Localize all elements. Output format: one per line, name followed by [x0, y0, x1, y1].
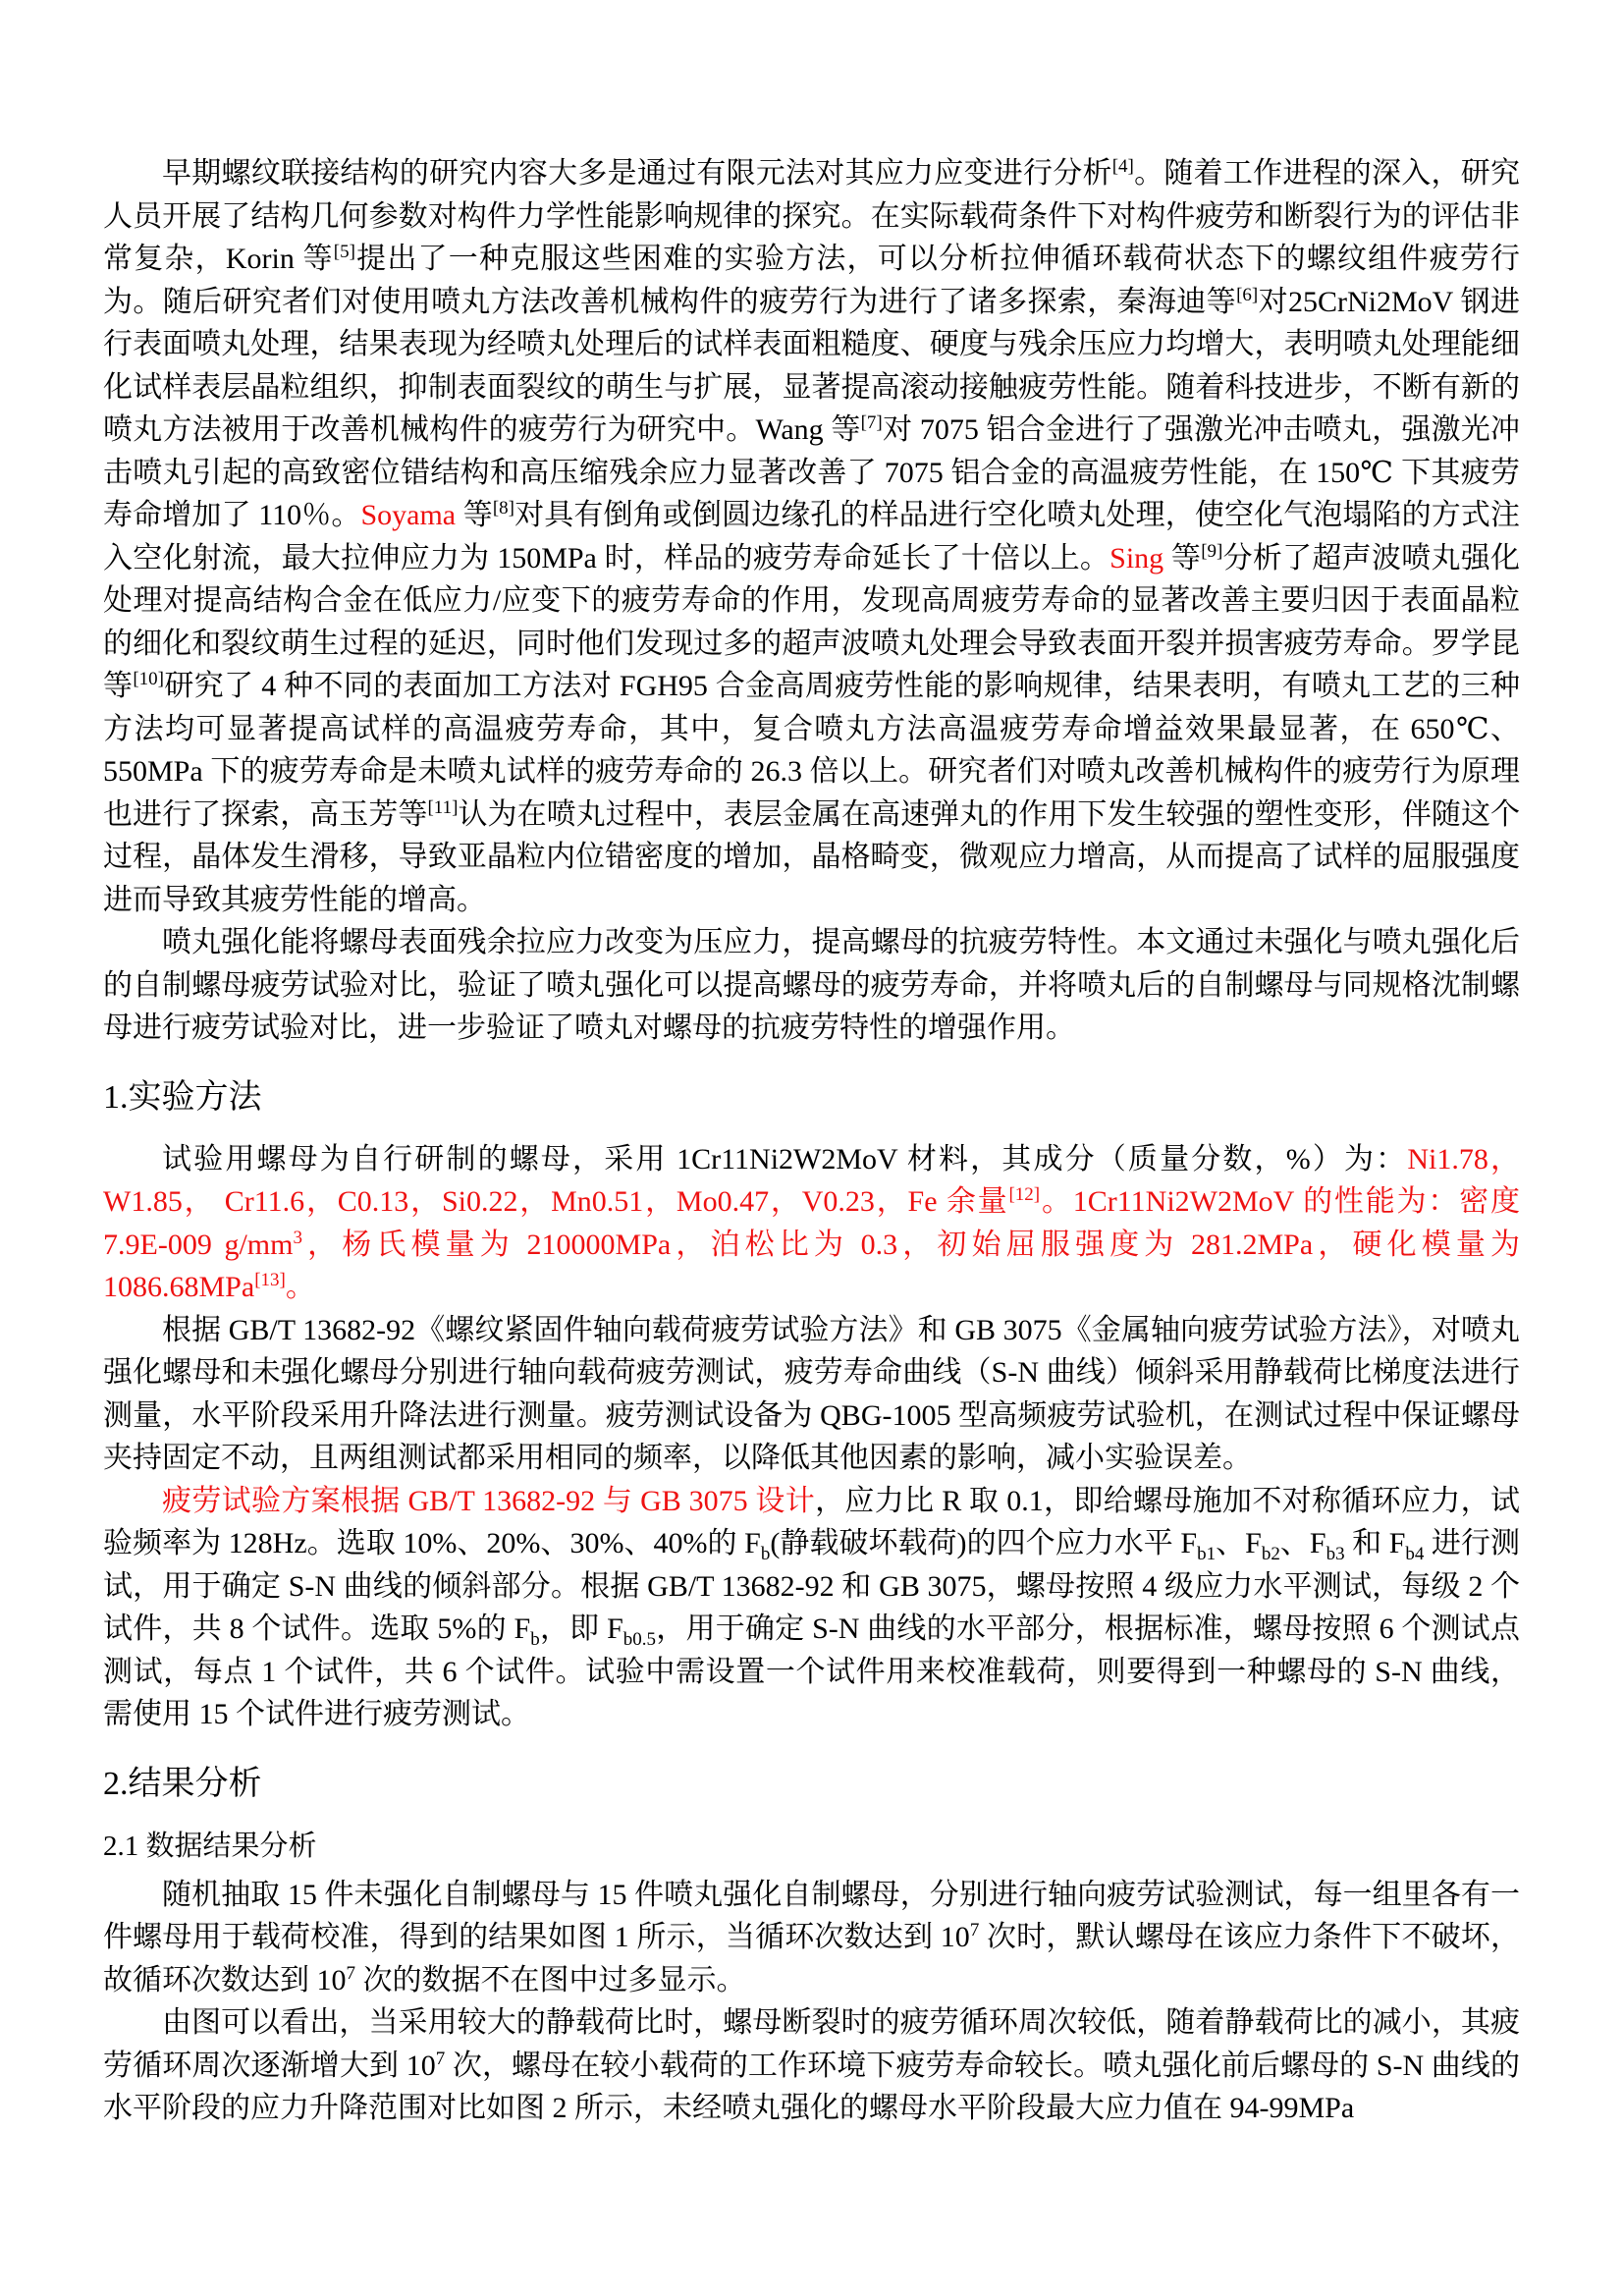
- superscript-run: [11]: [427, 796, 459, 818]
- text-run: 次的数据不在图中过多显示。: [355, 1963, 746, 1996]
- red-text-run: [13]: [254, 1270, 286, 1290]
- red-text-run: 。1Cr11Ni2W2MoV 的性能为：密度 7.9E-009 g/mm: [103, 1185, 1521, 1261]
- text-run: 根据 GB/T 13682-92《螺纹紧固件轴向载荷疲劳试验方法》和 GB 3075《金属轴向疲劳试验方法》，对喷丸强化螺母和未强化螺母分别进行轴向载荷疲劳测试，疲劳寿命曲线（S-N 曲线）倾斜采用静载荷比梯度法进行测量，水平阶段采用升降法进行测量。疲劳测试设备为 QBG-1005 型高频疲劳试验机，在测试过程中保证螺母夹持固定不动，且两组测试都采用相同的频率，以降低其他因素的影响，减小实验误差。: [103, 1313, 1520, 1474]
- text-run: 对具有倒角或倒圆边缘孔的样品进行空化喷丸处理，使空化气泡塌陷的方式注入空化射流，最大拉伸应力为 150MPa 时，样品的疲劳寿命延长了十倍以上。: [103, 499, 1521, 574]
- text-run: 和 F: [1344, 1527, 1406, 1559]
- subscript-run: b: [530, 1629, 540, 1650]
- subscript-run: b1: [1197, 1544, 1217, 1564]
- red-text-run: Ni1.78，W1.85， Cr11.6，C0.13，Si0.22，Mn0.51，Mo0.47，V0.23，Fe 余量: [103, 1142, 1521, 1218]
- superscript-run: 7: [435, 2048, 446, 2069]
- superscript-run: 7: [969, 1920, 980, 1941]
- text-run: (静载破坏载荷)的四个应力水平 F: [770, 1527, 1198, 1559]
- figure-analysis-paragraph: [103, 2001, 1520, 2130]
- section-1-heading: [103, 1073, 1520, 1122]
- superscript-run: [8]: [492, 498, 515, 519]
- red-text-run: [12]: [1008, 1184, 1041, 1205]
- text-run: 、F: [1216, 1527, 1262, 1559]
- superscript-run: [7]: [860, 412, 883, 433]
- text-run: 提出了一种克服这些困难的实验方法，可以分析拉伸循环载荷状态下的螺纹组件疲劳行为。随后研究者们对使用喷丸方法改善机械构件的疲劳行为进行了诸多探索，秦海迪等: [103, 243, 1520, 318]
- text-run: ，应力比 R 取 0.1，即给螺母施加不对称循环应力，试验频率为 128Hz。选取 10%、20%、30%、40%的 F: [103, 1484, 1520, 1559]
- red-text-run: Soyama: [360, 499, 457, 531]
- section-2-1-heading: [103, 1825, 1520, 1868]
- text-run: 。随着工作进程的深入，研究人员开展了结构几何参数对构件力学性能影响规律的探究。在实际载荷条件下对构件疲劳和断裂行为的评估非常复杂，Korin 等: [103, 157, 1521, 275]
- summary-paragraph: [103, 921, 1520, 1050]
- text-run: 研究了 4 种不同的表面加工方法对 FGH95 合金高周疲劳性能的影响规律，结果表明，有喷丸工艺的三种方法均可显著提高试样的高温疲劳寿命，其中，复合喷丸方法高温疲劳寿命增益效果最显著，在 650℃、550MPa 下的疲劳寿命是未喷丸试样的疲劳寿命的 26.3 倍以上。研究者们对喷丸改善机械构件的疲劳行为原理也进行了探索，高玉芳等: [103, 670, 1521, 831]
- section-2-heading: [103, 1760, 1520, 1809]
- text-run: 进行测试，用于确定 S-N 曲线的倾斜部分。根据 GB/T 13682-92 和 GB 3075，螺母按照 4 级应力水平测试，每级 2 个试件，共 8 个试件。选取 5%的 F: [103, 1527, 1520, 1645]
- subscript-run: b2: [1261, 1544, 1280, 1564]
- document-content: [103, 152, 1520, 2130]
- red-text-run: 3: [293, 1227, 302, 1248]
- text-run: 次，螺母在较小载荷的工作环境下疲劳寿命较长。喷丸强化前后螺母的 S-N 曲线的水平阶段的应力升降范围对比如图 2 所示，未经喷丸强化的螺母水平阶段最大应力值在 94-99MPa: [103, 2049, 1521, 2124]
- superscript-run: [5]: [333, 242, 355, 262]
- superscript-run: [6]: [1236, 284, 1259, 305]
- text-run: 等: [456, 499, 493, 531]
- text-run: 试验用螺母为自行研制的螺母，采用 1Cr11Ni2W2MoV 材料，其成分（质量分数，%）为：: [162, 1142, 1408, 1175]
- text-run: 2.结果分析: [103, 1765, 262, 1802]
- data-result-paragraph: [103, 1874, 1520, 2002]
- red-text-run: 疲劳试验方案根据 GB/T 13682-92 与 GB 3075 设计: [162, 1484, 816, 1517]
- superscript-run: [4]: [1111, 156, 1134, 177]
- text-run: 分析了超声波喷丸强化处理对提高结构合金在低应力/应变下的疲劳寿命的作用，发现高周疲劳寿命的显著改善主要归因于表面晶粒的细化和裂纹萌生过程的延迟，同时他们发现过多的超声波喷丸处理会导致表面开裂并损害疲劳寿命。罗学昆等: [103, 541, 1521, 702]
- text-run: 喷丸强化能将螺母表面残余拉应力改变为压应力，提高螺母的抗疲劳特性。本文通过未强化与喷丸强化后的自制螺母疲劳试验对比，验证了喷丸强化可以提高螺母的疲劳寿命，并将喷丸后的自制螺母与同规格沈制螺母进行疲劳试验对比，进一步验证了喷丸对螺母的抗疲劳特性的增强作用。: [103, 926, 1520, 1044]
- intro-paragraph: [103, 152, 1520, 921]
- text-run: 认为在喷丸过程中，表层金属在高速弹丸的作用下发生较强的塑性变形，伴随这个过程，晶体发生滑移，导致亚晶粒内位错密度的增加，晶格畸变，微观应力增高，从而提高了试样的屈服强度进而导致其疲劳性能的增高。: [103, 797, 1521, 916]
- text-run: 对 7075 铝合金进行了强激光冲击喷丸，强激光冲击喷丸引起的高致密位错结构和高压缩残余应力显著改善了 7075 铝合金的高温疲劳性能，在 150℃ 下其疲劳寿命增加了 110％。: [103, 413, 1521, 531]
- text-run: 由图可以看出，当采用较大的静载荷比时，螺母断裂时的疲劳循环周次较低，随着静载荷比的减小，其疲劳循环周次逐渐增大到 10: [103, 2006, 1520, 2082]
- text-run: 次时，默认螺母在该应力条件下不破坏，故循环次数达到 10: [103, 1921, 1520, 1996]
- test-scheme-paragraph: [103, 1480, 1520, 1736]
- subscript-run: b4: [1405, 1544, 1425, 1564]
- material-paragraph: [103, 1138, 1520, 1309]
- test-standard-paragraph: [103, 1309, 1520, 1480]
- text-run: ，用于确定 S-N 曲线的水平部分，根据标准，螺母按照 6 个测试点测试，每点 1 个试件，共 6 个试件。试验中需设置一个试件用来校准载荷，则要得到一种螺母的 S-N 曲线，需使用 15 个试件进行疲劳测试。: [103, 1613, 1521, 1730]
- text-run: 对25CrNi2MoV 钢进行表面喷丸处理，结果表现为经喷丸处理后的试样表面粗糙度、硬度与残余压应力均增大，表明喷丸处理能细化试样表层晶粒组织，抑制表面裂纹的萌生与扩展，显著提高滚动接触疲劳性能。随着科技进步，不断有新的喷丸方法被用于改善机械构件的疲劳行为研究中。Wang 等: [103, 285, 1520, 446]
- red-text-run: 。: [285, 1271, 315, 1303]
- subscript-run: b: [760, 1544, 771, 1564]
- subscript-run: b0.5: [622, 1629, 657, 1650]
- superscript-run: [10]: [133, 669, 165, 689]
- red-text-run: ，杨氏模量为 210000MPa，泊松比为 0.3，初始屈服强度为 281.2MPa，硬化模量为 1086.68MPa: [103, 1228, 1520, 1303]
- subscript-run: b3: [1325, 1544, 1345, 1564]
- text-run: 等: [1163, 541, 1202, 574]
- text-run: 、F: [1279, 1527, 1326, 1559]
- superscript-run: 7: [346, 1962, 355, 1984]
- text-run: 随机抽取 15 件未强化自制螺母与 15 件喷丸强化自制螺母，分别进行轴向疲劳试验测试，每一组里各有一件螺母用于载荷校准，得到的结果如图 1 所示，当循环次数达到 10: [103, 1878, 1520, 1953]
- text-run: 2.1 数据结果分析: [103, 1830, 317, 1862]
- text-run: ，即 F: [539, 1613, 623, 1645]
- text-run: 1.实验方法: [103, 1078, 262, 1116]
- text-run: 早期螺纹联接结构的研究内容大多是通过有限元法对其应力应变进行分析: [162, 157, 1112, 190]
- red-text-run: Sing: [1109, 541, 1164, 574]
- superscript-run: [9]: [1201, 540, 1223, 562]
